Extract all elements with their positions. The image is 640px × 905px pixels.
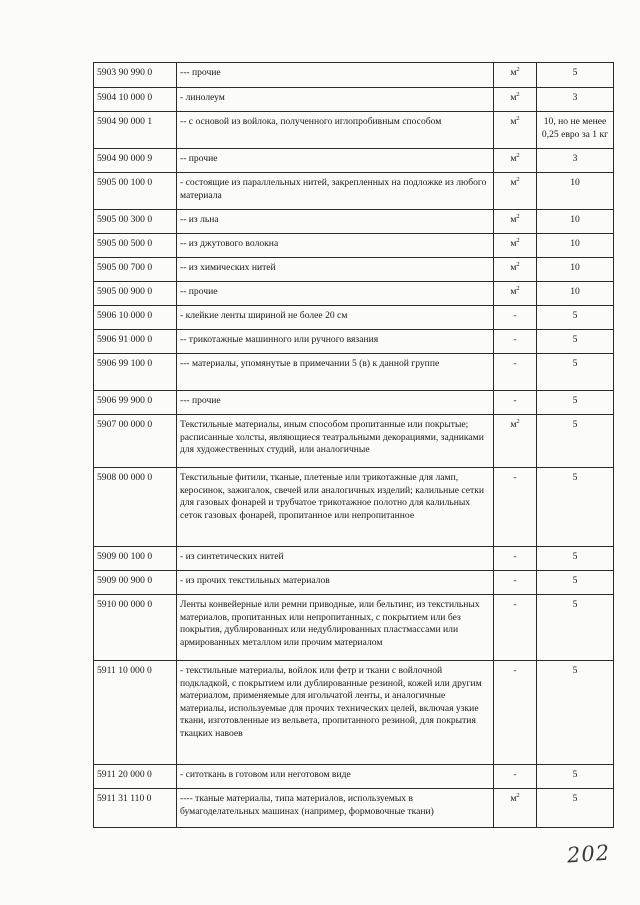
duty-rate-cell: 5: [537, 468, 614, 547]
description-cell: --- прочие: [177, 63, 494, 88]
duty-rate-cell: 5: [537, 391, 614, 415]
code-cell: 5904 90 000 9: [94, 149, 177, 173]
code-cell: 5905 00 100 0: [94, 173, 177, 210]
duty-rate-cell: 3: [537, 88, 614, 112]
tariff-table: [93, 62, 614, 828]
code-cell: 5906 99 100 0: [94, 354, 177, 391]
table-row: [94, 234, 614, 258]
unit-cell: -: [494, 661, 537, 765]
unit-cell: -: [494, 571, 537, 595]
table-row: [94, 210, 614, 234]
code-cell: 5906 99 900 0: [94, 391, 177, 415]
duty-rate-cell: 5: [537, 547, 614, 571]
description-cell: - ситоткань в готовом или неготовом виде: [177, 765, 494, 789]
table-row: [94, 282, 614, 306]
code-cell: 5911 20 000 0: [94, 765, 177, 789]
description-cell: - из прочих текстильных материалов: [177, 571, 494, 595]
table-row: [94, 415, 614, 468]
table-row: [94, 330, 614, 354]
duty-rate-cell: 5: [537, 306, 614, 330]
duty-rate-cell: 5: [537, 661, 614, 765]
table-row: [94, 149, 614, 173]
duty-rate-cell: 10, но не менее 0,25 евро за 1 кг: [537, 112, 614, 149]
code-cell: 5904 10 000 0: [94, 88, 177, 112]
duty-rate-cell: 5: [537, 595, 614, 661]
table-row: [94, 661, 614, 765]
code-cell: 5906 91 000 0: [94, 330, 177, 354]
description-cell: --- прочие: [177, 391, 494, 415]
duty-rate-cell: 3: [537, 149, 614, 173]
duty-rate-cell: 10: [537, 258, 614, 282]
table-row: [94, 765, 614, 789]
description-cell: -- из химических нитей: [177, 258, 494, 282]
table-row: [94, 173, 614, 210]
description-cell: --- материалы, упомянутые в примечании 5 (в) к данной группе: [177, 354, 494, 391]
code-cell: 5907 00 000 0: [94, 415, 177, 468]
code-cell: 5903 90 990 0: [94, 63, 177, 88]
code-cell: 5904 90 000 1: [94, 112, 177, 149]
duty-rate-cell: 5: [537, 789, 614, 828]
unit-cell: -: [494, 595, 537, 661]
description-cell: - текстильные материалы, войлок или фетр и ткани с войлочной подкладкой, с покрытием или дублированные резиной, кожей или другим материалом, применяемые для игольчатой ленты, и аналогичные материалы, используемые для прочих технических целей, включая узкие ткани, изготовленные из вельвета, пропитанного резиной, для покрытия ткацких навоев: [177, 661, 494, 765]
duty-rate-cell: 5: [537, 63, 614, 88]
duty-rate-cell: 5: [537, 354, 614, 391]
description-cell: -- из джутового волокна: [177, 234, 494, 258]
code-cell: 5905 00 300 0: [94, 210, 177, 234]
table-row: [94, 789, 614, 828]
unit-cell: -: [494, 765, 537, 789]
description-cell: ---- тканые материалы, типа материалов, используемых в бумагоделательных машинах (например, формовочные ткани): [177, 789, 494, 828]
unit-cell: $м^2$: [494, 258, 537, 282]
unit-cell: $м^2$: [494, 415, 537, 468]
duty-rate-cell: 5: [537, 571, 614, 595]
unit-cell: -: [494, 354, 537, 391]
duty-rate-cell: 10: [537, 282, 614, 306]
description-cell: - линолеум: [177, 88, 494, 112]
code-cell: 5911 31 110 0: [94, 789, 177, 828]
code-cell: 5905 00 500 0: [94, 234, 177, 258]
description-cell: Ленты конвейерные или ремни приводные, или бельтинг, из текстильных материалов, пропитанных или непропитанных, с покрытием или без покрытия, дублированных или недублированных пластмассами или армированных металлом или прочим материалом: [177, 595, 494, 661]
table-row: [94, 468, 614, 547]
table-row: [94, 354, 614, 391]
description-cell: Текстильные материалы, иным способом пропитанные или покрытые; расписанные холсты, являющиеся театральными декорациями, задниками для художественных студий, или аналогичные: [177, 415, 494, 468]
code-cell: 5906 10 000 0: [94, 306, 177, 330]
duty-rate-cell: 10: [537, 234, 614, 258]
table-row: [94, 391, 614, 415]
unit-cell: $м^2$: [494, 282, 537, 306]
description-cell: - клейкие ленты шириной не более 20 см: [177, 306, 494, 330]
table-row: [94, 595, 614, 661]
description-cell: -- трикотажные машинного или ручного вязания: [177, 330, 494, 354]
unit-cell: -: [494, 468, 537, 547]
description-cell: - состоящие из параллельных нитей, закрепленных на подложке из любого материала: [177, 173, 494, 210]
description-cell: - из синтетических нитей: [177, 547, 494, 571]
description-cell: -- прочие: [177, 149, 494, 173]
unit-cell: -: [494, 547, 537, 571]
duty-rate-cell: 5: [537, 415, 614, 468]
unit-cell: $м^2$: [494, 63, 537, 88]
table-row: [94, 258, 614, 282]
duty-rate-cell: 10: [537, 173, 614, 210]
unit-cell: $м^2$: [494, 173, 537, 210]
description-cell: -- с основой из войлока, полученного иглопробивным способом: [177, 112, 494, 149]
table-row: [94, 547, 614, 571]
code-cell: 5909 00 900 0: [94, 571, 177, 595]
unit-cell: $м^2$: [494, 88, 537, 112]
code-cell: 5905 00 900 0: [94, 282, 177, 306]
description-cell: Текстильные фитили, тканые, плетеные или трикотажные для ламп, керосинок, зажигалок, свечей или аналогичных изделий; калильные сетки для газовых фонарей и трубчатое трикотажное полотно для калильных сеток газовых фонарей, пропитанное или непропитанное: [177, 468, 494, 547]
unit-cell: -: [494, 306, 537, 330]
table-row: [94, 88, 614, 112]
code-cell: 5910 00 000 0: [94, 595, 177, 661]
duty-rate-cell: 5: [537, 330, 614, 354]
unit-cell: $м^2$: [494, 149, 537, 173]
unit-cell: $м^2$: [494, 789, 537, 828]
table-row: [94, 112, 614, 149]
unit-cell: -: [494, 391, 537, 415]
table-row: [94, 63, 614, 88]
tariff-table-container: [93, 62, 613, 828]
unit-cell: $м^2$: [494, 234, 537, 258]
table-row: [94, 571, 614, 595]
table-row: [94, 306, 614, 330]
code-cell: 5909 00 100 0: [94, 547, 177, 571]
page-number: 202: [566, 840, 611, 868]
duty-rate-cell: 10: [537, 210, 614, 234]
code-cell: 5908 00 000 0: [94, 468, 177, 547]
unit-cell: $м^2$: [494, 112, 537, 149]
description-cell: -- из льна: [177, 210, 494, 234]
description-cell: -- прочие: [177, 282, 494, 306]
code-cell: 5905 00 700 0: [94, 258, 177, 282]
unit-cell: $м^2$: [494, 210, 537, 234]
code-cell: 5911 10 000 0: [94, 661, 177, 765]
duty-rate-cell: 5: [537, 765, 614, 789]
unit-cell: -: [494, 330, 537, 354]
